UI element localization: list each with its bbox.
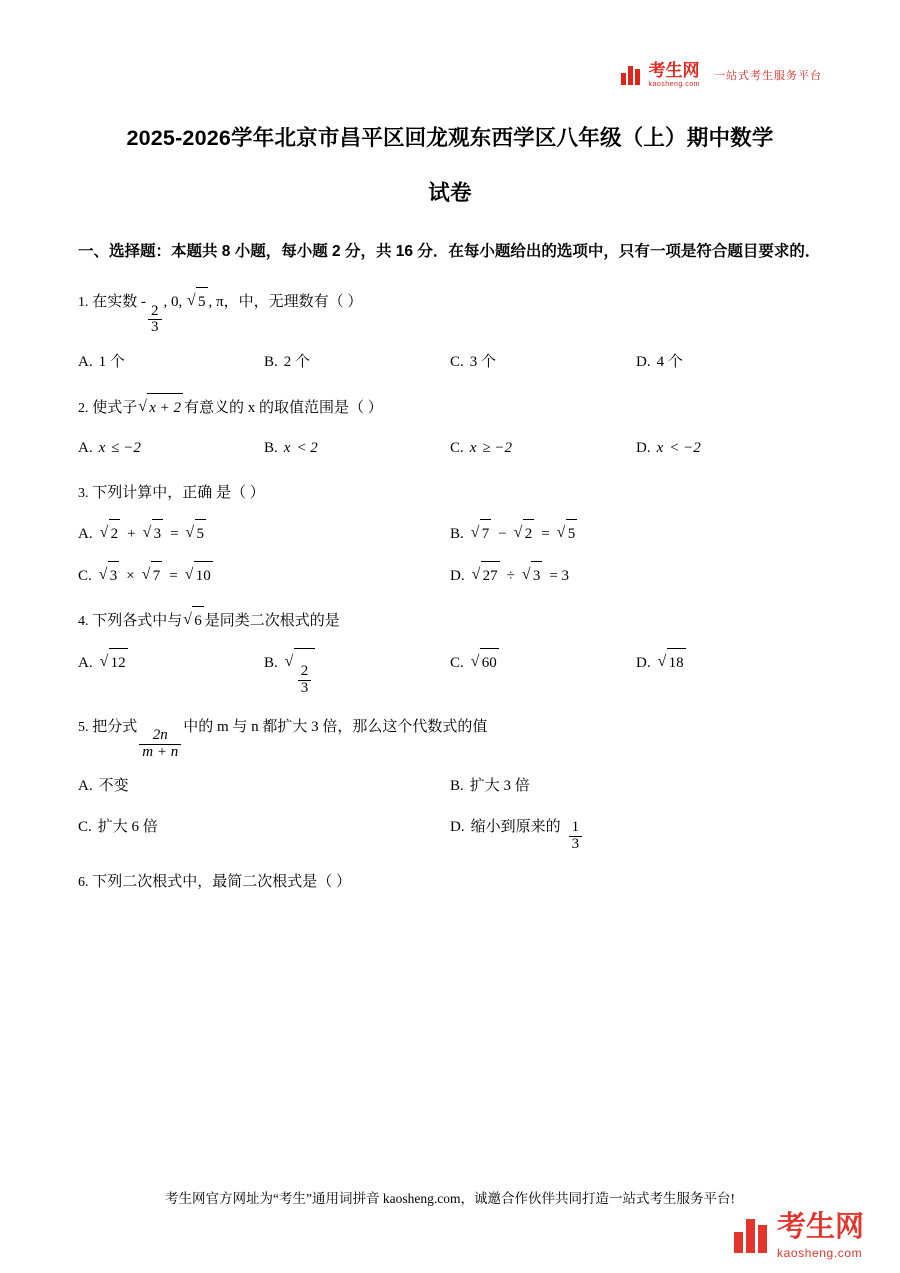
- sqrt-5: √ 5: [186, 519, 207, 549]
- question-3-options-row2: [78, 561, 822, 591]
- option-c[interactable]: C. x ≥ −2: [450, 440, 513, 457]
- question-4: [78, 606, 822, 696]
- sqrt-7: √ 7: [142, 561, 163, 591]
- logo-title-en: kaosheng.com: [648, 81, 700, 88]
- sqrt-5: √ 5: [557, 519, 578, 549]
- option-d[interactable]: D. √ 18: [636, 648, 822, 697]
- question-4-stem-after: 是同类二次根式的是: [204, 613, 340, 630]
- question-5-fraction: $\frac{2n}{m + n}$: [139, 728, 181, 761]
- question-3: [78, 479, 822, 591]
- question-4-stem-before: 下列各式中与: [92, 613, 183, 630]
- option-a[interactable]: A. √ 2 + √ 3 = √ 5: [78, 519, 450, 549]
- section-heading: 一、选择题：本题共 8 小题，每小题 2 分，共 16 分．在每小题给出的选项中，只有一项是符合题目要求的．: [78, 242, 821, 260]
- watermark-title-cn: 考生网: [776, 1211, 864, 1243]
- question-6-stem: 下列二次根式中，最简二次根式是（ ）: [92, 874, 352, 891]
- watermark-title-en: kaosheng.com: [776, 1246, 863, 1260]
- option-b[interactable]: B. x < 2: [264, 440, 318, 457]
- page-title-line2: 试卷: [428, 181, 472, 206]
- question-1-fraction: $\frac{2}{3}$: [148, 304, 162, 337]
- sqrt-3: √ 3: [522, 561, 543, 591]
- kaosheng-logo-icon: [621, 66, 640, 85]
- sqrt-7: √ 7: [471, 519, 492, 549]
- logo-title-cn: 考生网: [648, 61, 700, 80]
- question-3-stem: 下列计算中，正确 是（ ）: [92, 484, 265, 501]
- option-d-fraction: $\frac{1}{3}$: [569, 820, 583, 853]
- option-c[interactable]: C. √ 3 × √ 7 = √ 10: [78, 561, 450, 591]
- question-5-stem-after: 中的 m 与 n 都扩大 3 倍，那么这个代数式的值: [183, 718, 488, 735]
- option-c[interactable]: C. 3 个: [450, 354, 497, 371]
- option-a[interactable]: A. 不变: [78, 778, 129, 795]
- question-1-number: 1.: [78, 295, 89, 311]
- question-6: [78, 868, 822, 897]
- question-4-options: [78, 648, 822, 697]
- question-5: [78, 713, 822, 853]
- question-5-options-row1: [78, 772, 822, 801]
- question-2-options: [78, 434, 822, 463]
- logo-wrap: [621, 62, 822, 88]
- sqrt-60: √ 60: [471, 648, 499, 678]
- option-d[interactable]: D. 4 个: [636, 354, 683, 371]
- question-1-stem-mid: , 0,: [163, 294, 183, 311]
- sqrt-3: √ 3: [99, 561, 120, 591]
- page-title-line1: 2025-2026学年北京市昌平区回龙观东西学区八年级（上）期中数学: [126, 126, 774, 150]
- option-b[interactable]: B. √ 7 − √ 2 = √ 5: [450, 519, 822, 549]
- kaosheng-watermark-icon: [734, 1219, 767, 1253]
- sqrt-12: √ 12: [100, 648, 128, 678]
- footer-note: 考生网官方网址为“考生”通用词拼音 kaosheng.com，诚邀合作伙伴共同打造一站式考生服务平台!: [165, 1191, 735, 1206]
- question-4-number: 4.: [78, 614, 89, 630]
- sqrt-2: √ 2: [514, 519, 535, 549]
- sqrt-3: √ 3: [143, 519, 164, 549]
- question-2-stem-before: 使式子: [92, 399, 138, 416]
- question-1-stem-before: 在实数 -: [92, 294, 146, 311]
- option-d[interactable]: D. 缩小到原来的 $\frac{1}{3}$: [450, 813, 822, 853]
- sqrt-10: √ 10: [185, 561, 213, 591]
- option-a[interactable]: A. √ 12: [78, 648, 264, 697]
- question-2-stem-after: 有意义的 x 的取值范围是（ ）: [184, 399, 383, 416]
- site-logo: [78, 0, 822, 92]
- sqrt-27: √ 27: [472, 561, 500, 591]
- option-a[interactable]: A. 1 个: [78, 354, 125, 371]
- watermark-text: [777, 1213, 864, 1259]
- question-5-options-row2: [78, 813, 822, 853]
- question-2-number: 2.: [78, 400, 89, 416]
- sqrt-2: √ 2: [100, 519, 121, 549]
- option-c[interactable]: C. 扩大 6 倍: [78, 818, 158, 835]
- sqrt-fraction: √ $\frac{2}{3}$: [285, 648, 316, 697]
- question-1-stem-after: , π，中，无理数有（ ）: [208, 294, 363, 311]
- option-d[interactable]: D. √ 27 ÷ √ 3 = 3: [450, 561, 822, 591]
- question-1-options: [78, 348, 822, 377]
- option-b[interactable]: B. √ $\frac{2}{3}$: [264, 648, 450, 697]
- option-d[interactable]: D. x < −2: [636, 440, 701, 457]
- question-5-stem-before: 把分式: [92, 718, 138, 735]
- question-2-sqrt: √ x + 2: [138, 393, 183, 423]
- question-5-number: 5.: [78, 719, 89, 735]
- question-6-number: 6.: [78, 875, 89, 891]
- option-b[interactable]: B. 扩大 3 倍: [450, 778, 530, 795]
- question-1: [78, 287, 822, 376]
- sqrt-18: √ 18: [658, 648, 686, 678]
- question-2: [78, 393, 822, 463]
- question-3-options-row1: [78, 519, 822, 549]
- question-4-sqrt: √ 6: [183, 606, 204, 636]
- question-3-number: 3.: [78, 485, 89, 501]
- question-1-sqrt: √ 5: [187, 287, 208, 317]
- logo-text: [648, 62, 700, 88]
- page-title: [78, 122, 822, 211]
- option-c[interactable]: C. √ 60: [450, 648, 636, 697]
- option-b[interactable]: B. 2 个: [264, 354, 311, 371]
- page-watermark: [734, 1213, 864, 1259]
- option-a[interactable]: A. x ≤ −2: [78, 440, 141, 457]
- logo-slogan: 一站式考生服务平台: [714, 70, 822, 82]
